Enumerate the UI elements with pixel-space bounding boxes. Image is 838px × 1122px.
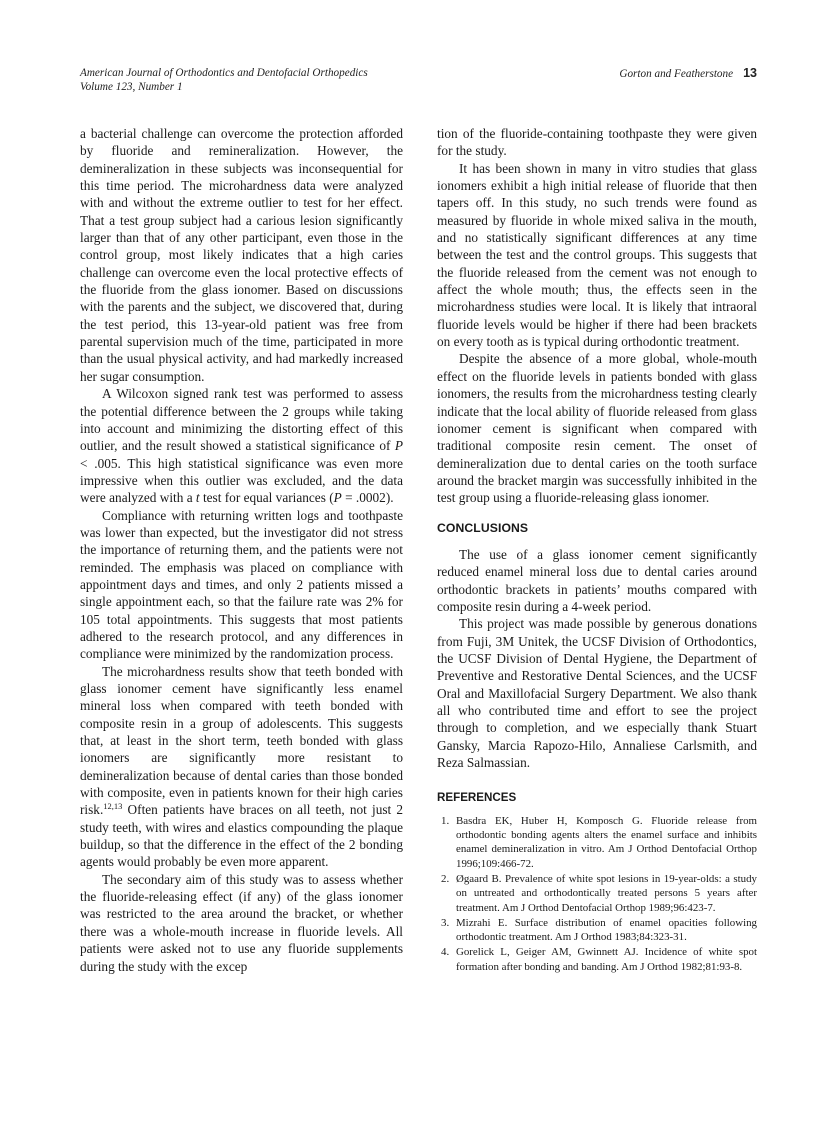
paragraph-local-effect: Despite the absence of a more global, whole-mouth effect on the fluoride levels in patients bonded with glass ionomers, the results from the microhardness testing clearly indicate that the local ability of fluoride released from glass ionomer cement is significant when compared with traditional composite resin cement. The onset of demineralization due to dental caries on the tooth surface around the bracket margin was successfully inhibited in the test group using a fluoride-releasing glass ionomer.	[437, 351, 757, 506]
paragraph-compliance: Compliance with returning written logs and toothpaste was lower than expected, but the investigator did not stress the importance of returning them, and the patients were not reminded. The emphasis was placed on compliance with appointment days and times, and only 2 patients missed a single appointment each, so that the failure rate was 2% for 105 total appointments. This suggests that most patients adhered to the research protocol, and any differences in compliance were minimized by the randomization process.	[80, 507, 403, 662]
reference-number: 4.	[441, 946, 450, 959]
journal-citation	[80, 66, 368, 94]
reference-text: Basdra EK, Huber H, Komposch G. Fluoride release from orthodontic bonding agents alters the enamel surface and inhibits enamel demineralization in vitro. Am J Orthod Dentofacial Orthop 1996;109:466-72.	[456, 814, 757, 870]
reference-text: Mizrahi E. Surface distribution of enamel opacities following orthodontic treatment. Am J Orthod 1983;84:323-31.	[456, 916, 757, 944]
reference-item	[437, 872, 757, 915]
running-authors: Gorton and Featherstone	[619, 68, 734, 80]
reference-item	[437, 814, 757, 871]
paragraph-microhardness-results	[80, 663, 403, 871]
reference-number: 1.	[441, 814, 450, 827]
reference-item	[437, 916, 757, 945]
italic-t: t	[195, 490, 200, 506]
conclusions-heading: CONCLUSIONS	[437, 520, 529, 535]
italic-p: P	[394, 438, 403, 454]
paragraph-wilcoxon-test	[80, 385, 403, 506]
text-run: Often patients have braces on all teeth, not just 2 study teeth, with wires and elastics compounding the plaque buildup, so that the difference in the effect of the 2 bonding agents would probably be even more apparent.	[80, 802, 403, 870]
conclusions-paragraph: The use of a glass ionomer cement significantly reduced enamel mineral loss due to dental caries around orthodontic brackets in patients’ mouths compared with composite resin during a 4-week period.	[437, 546, 757, 614]
paragraph-continuation: tion of the fluoride-containing toothpaste they were given for the study.	[437, 126, 757, 159]
citation-superscript[interactable]: 12,13	[103, 801, 123, 812]
text-run: < .005. This high statistical significance was even more impressive when this outlier was excluded, and the data were analyzed with a	[80, 455, 403, 506]
paragraph-secondary-aim: The secondary aim of this study was to assess whether the fluoride-releasing effect (if any) of the glass ionomer was restricted to the area around the bracket, or whether there was a whole-mouth increase in fluoride levels. All patients were asked not to use any fluoride supplements during the study with the excep	[80, 871, 403, 974]
journal-volume: Volume 123, Number 1	[80, 81, 183, 93]
reference-number: 3.	[441, 916, 450, 929]
reference-list	[437, 814, 757, 974]
text-run: The microhardness results show that teeth bonded with glass ionomer cement have significantly less enamel mineral loss when compared with teeth bonded with composite resin in a group of adolescents. This suggests that, at least in the short term, teeth bonded with glass ionomers are significantly more resistant to demineralization because of dental caries than those bonded with composite, even in patients known for their high caries risk.	[80, 663, 403, 818]
italic-p: P	[333, 490, 342, 506]
right-column	[437, 125, 757, 975]
references-heading: REFERENCES	[437, 791, 517, 805]
paragraph-outlier-discussion: a bacterial challenge can overcome the protection afforded by fluoride and remineralization. However, the demineralization in these subjects was inconsequential for this time period. The microhardness data were analyzed with and without the extreme outlier to test for her effect. That a test group subject had a carious lesion significantly larger than that of any other participant, even those in the control group, most likely indicates that a high caries challenge can overcome even the local protective effects of the fluoride from the glass ionomer. Based on discussions with the parents and the subject, we discovered that, during the test period, this 13-year-old patient was free from parental supervision much of the time, participated in more than the usual physical activity, and had markedly increased her sugar consumption.	[80, 126, 403, 384]
left-column	[80, 125, 403, 975]
acknowledgment-paragraph: This project was made possible by generous donations from Fuji, 3M Unitek, the UCSF Division of Orthodontics, the UCSF Division of Dental Hygiene, the Department of Preventive and Restorative Dental Sciences, and the UCSF Oral and Maxillofacial Surgery Department. We also thank all who contributed time and effort to see the project through to completion, and we especially thank Stuart Gansky, Marcia Rapozo-Hilo, Annaliese Carlsmith, and Reza Salmassian.	[437, 616, 757, 771]
author-page-label	[619, 66, 757, 81]
reference-item	[437, 945, 757, 974]
reference-text: Øgaard B. Prevalence of white spot lesions in 19-year-olds: a study on untreated and orthodontically treated persons 5 years after treatment. Am J Orthod Dentofacial Orthop 1989;96:423-7.	[456, 872, 757, 914]
text-run: test for equal variances (	[199, 490, 334, 506]
page-number: 13	[743, 66, 757, 80]
text-run: = .0002).	[341, 490, 394, 506]
reference-text: Gorelick L, Geiger AM, Gwinnett AJ. Incidence of white spot formation after bonding and banding. Am J Orthod 1982;81:93-8.	[456, 946, 757, 973]
paragraph-in-vitro-studies: It has been shown in many in vitro studies that glass ionomers exhibit a high initial release of fluoride that then tapers off. In this study, no such trends were found as measured by fluoride in whole mixed saliva in the mouth, and no statistically significant differences at any time between the test and the control groups. This suggests that the fluoride released from the cement was not enough to affect the whole mouth; thus, the effects seen in the microhardness studies were local. It is likely that intraoral fluoride levels would be higher if there had been brackets on every tooth as is typical during orthodontic treatment.	[437, 160, 757, 350]
reference-number: 2.	[441, 872, 450, 885]
journal-title: American Journal of Orthodontics and Dentofacial Orthopedics	[80, 67, 368, 79]
text-run: A Wilcoxon signed rank test was performed to assess the potential difference between the 2 groups while taking into account and minimizing the distorting effect of this outlier, and the result showed a statistical significance of	[80, 386, 403, 454]
